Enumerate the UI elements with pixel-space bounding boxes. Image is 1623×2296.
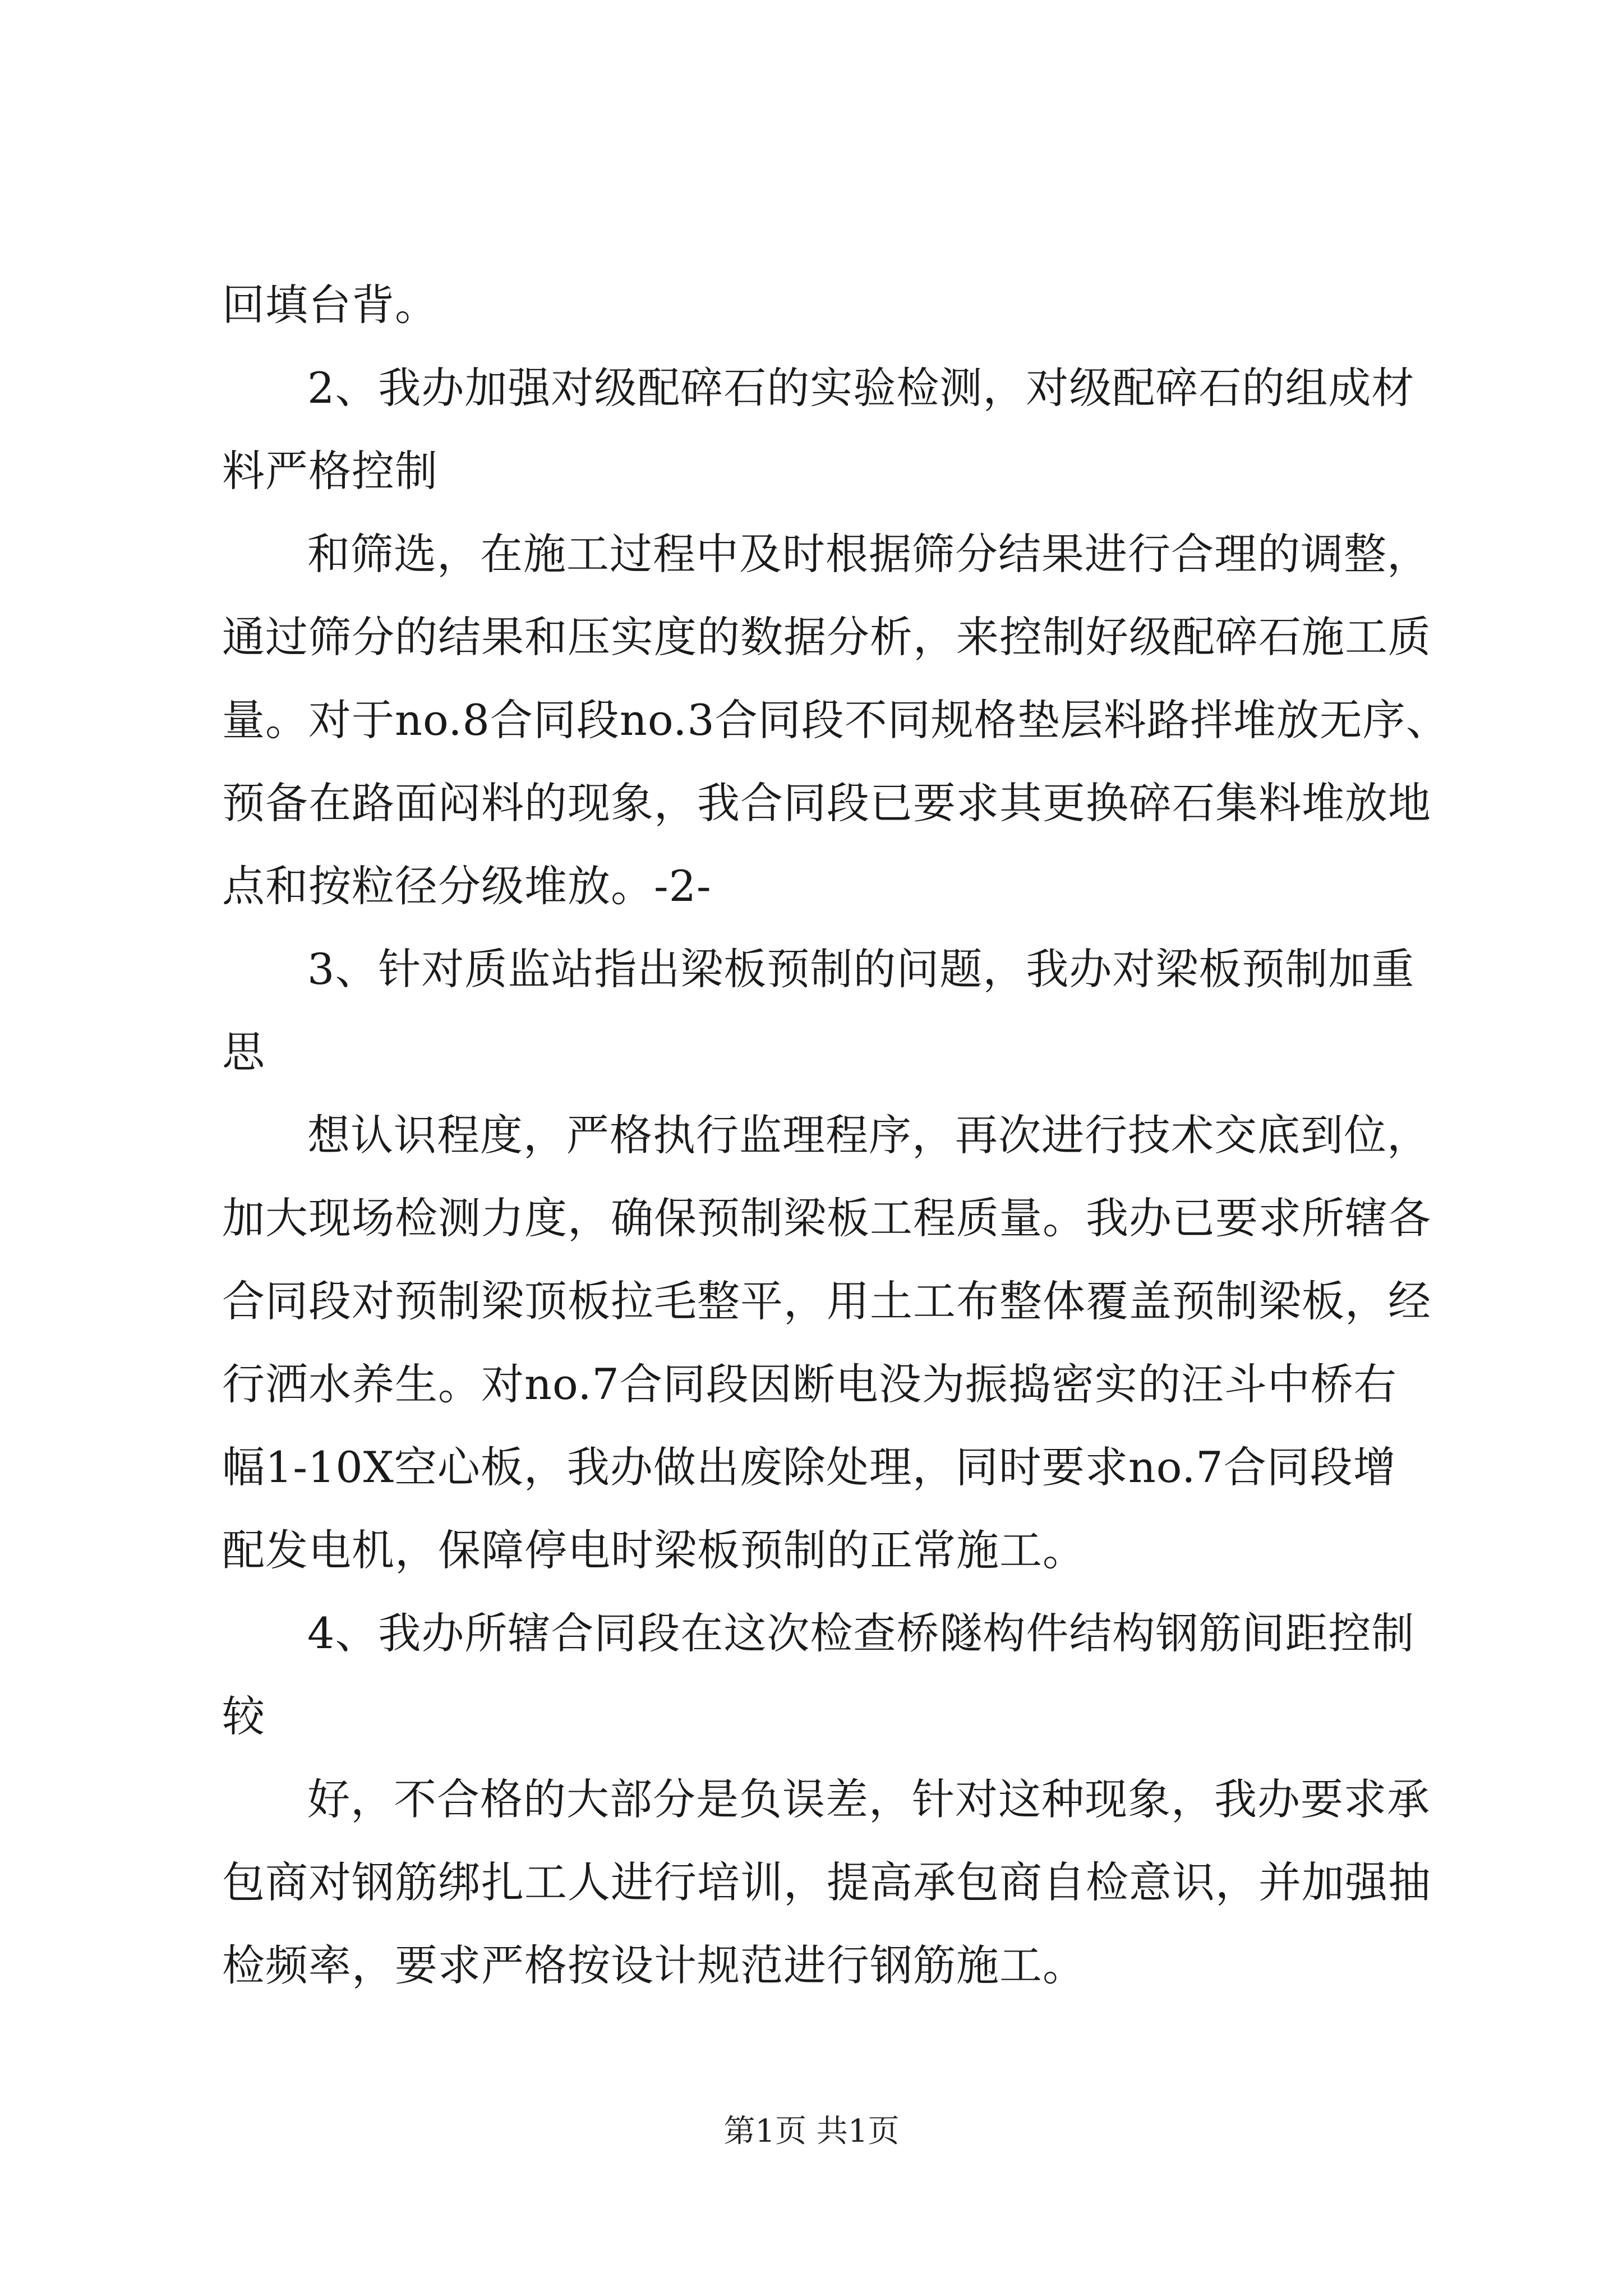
text-line: 思 xyxy=(222,1027,265,1077)
text-line: 合同段对预制梁顶板拉毛整平，用土工布整体覆盖预制梁板，经 xyxy=(222,1276,1431,1326)
text-line: 配发电机，保障停电时梁板预制的正常施工。 xyxy=(222,1525,1086,1575)
text-line: 量。对于no.8合同段no.3合同段不同规格垫层料路拌堆放无序、 xyxy=(222,695,1449,745)
text-line: 回填台背。 xyxy=(222,280,438,330)
text-line: 2、我办加强对级配碎石的实验检测，对级配碎石的组成材 xyxy=(307,363,1415,413)
text-line: 3、针对质监站指出梁板预制的问题，我办对梁板预制加重 xyxy=(307,944,1415,994)
text-line: 好，不合格的大部分是负误差，针对这种现象，我办要求承 xyxy=(307,1774,1430,1824)
page-footer xyxy=(0,2112,1623,2151)
text-line: 4、我办所辖合同段在这次检查桥隧构件结构钢筋间距控制 xyxy=(307,1608,1415,1658)
page-number-label: 第1页 共1页 xyxy=(723,2113,900,2150)
text-line: 较 xyxy=(222,1691,265,1741)
text-line: 想认识程度，严格执行监理程序，再次进行技术交底到位， xyxy=(307,1110,1430,1160)
text-line: 料严格控制 xyxy=(222,446,438,496)
text-line: 加大现场检测力度，确保预制梁板工程质量。我办已要求所辖各 xyxy=(222,1193,1431,1243)
text-line: 检频率，要求严格按设计规范进行钢筋施工。 xyxy=(222,1940,1086,1990)
text-line: 行洒水养生。对no.7合同段因断电没为振捣密实的汪斗中桥右 xyxy=(222,1359,1397,1409)
document-body xyxy=(222,264,1449,2007)
text-line: 点和按粒径分级堆放。-2- xyxy=(222,861,712,911)
text-line: 和筛选，在施工过程中及时根据筛分结果进行合理的调整， xyxy=(307,529,1430,579)
text-line: 幅1-10X空心板，我办做出废除处理，同时要求no.7合同段增 xyxy=(222,1442,1396,1492)
text-line: 通过筛分的结果和压实度的数据分析，来控制好级配碎石施工质 xyxy=(222,612,1431,662)
text-line: 预备在路面闷料的现象，我合同段已要求其更换碎石集料堆放地 xyxy=(222,778,1431,828)
text-line: 包商对钢筋绑扎工人进行培训，提高承包商自检意识，并加强抽 xyxy=(222,1857,1431,1907)
